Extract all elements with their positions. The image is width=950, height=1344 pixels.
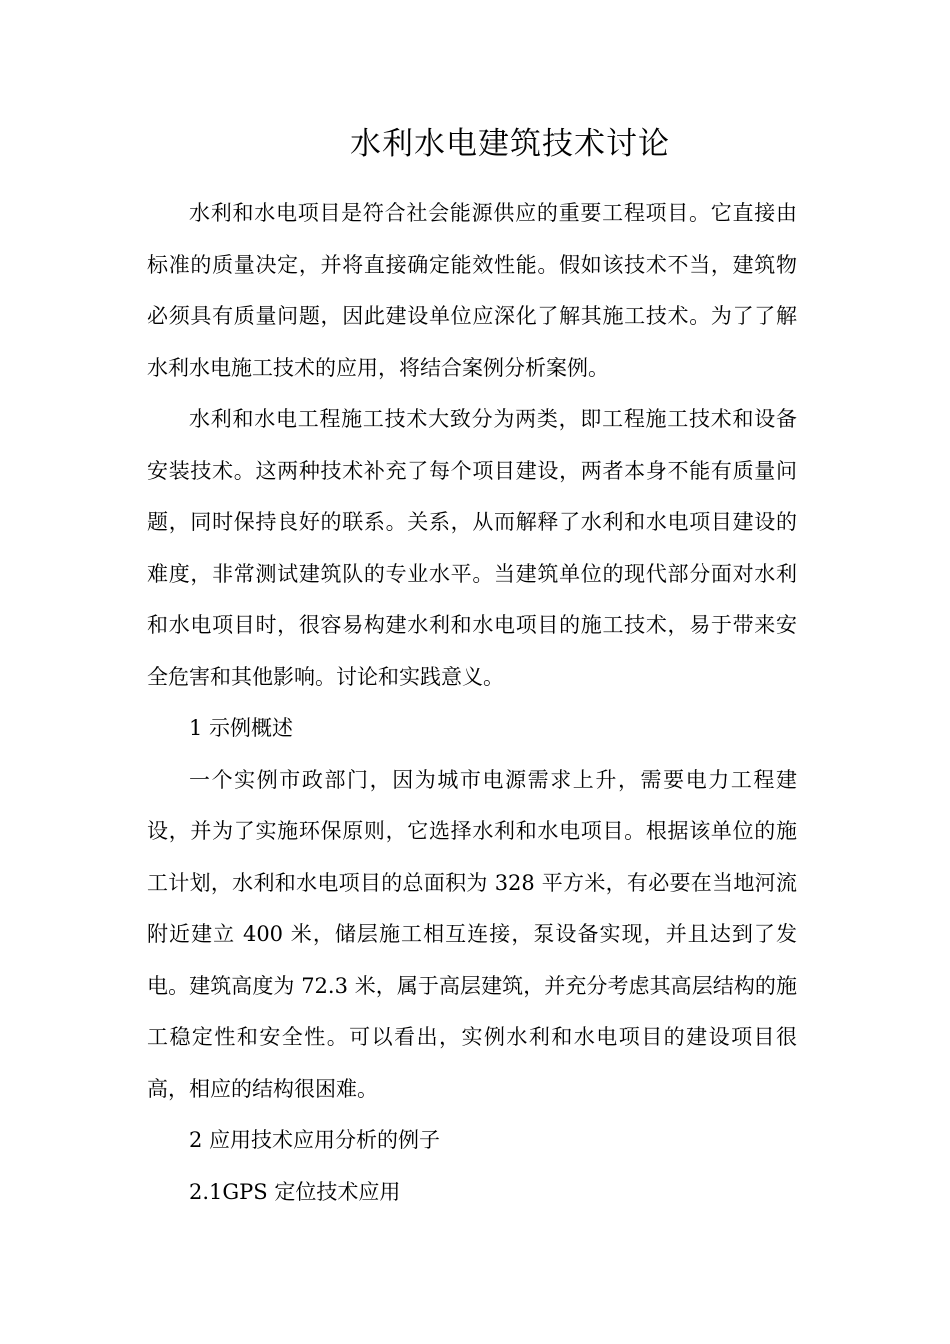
section-heading-example-overview: 1 示例概述 bbox=[189, 716, 294, 740]
document-body bbox=[147, 188, 797, 1218]
paragraph-example: 一个实例市政部门，因为城市电源需求上升，需要电力工程建设，并为了实施环保原则，它选择水利和水电项目。根据该单位的施工计划，水利和水电项目的总面积为 328 平方米，有必要在当地河流附近建立 400 米，储层施工相互连接，泵设备实现，并且达到了发电。建筑高度为 72.3 米，属于高层建筑，并充分考虑其高层结构的施工稳定性和安全性。可以看出，实例水利和水电项目的建设项目很高，相应的结构很困难。 bbox=[147, 767, 797, 1101]
document-title: 水利水电建筑技术讨论 bbox=[350, 126, 670, 162]
paragraph-intro: 水利和水电项目是符合社会能源供应的重要工程项目。它直接由标准的质量决定，并将直接确定能效性能。假如该技术不当，建筑物必须具有质量问题，因此建设单位应深化了解其施工技术。为了了解水利水电施工技术的应用，将结合案例分析案例。 bbox=[147, 201, 797, 380]
subsection-heading-gps: 2.1GPS 定位技术应用 bbox=[189, 1179, 401, 1204]
section-heading-application-analysis: 2 应用技术应用分析的例子 bbox=[189, 1128, 441, 1152]
paragraph-technique-types: 水利和水电工程施工技术大致分为两类，即工程施工技术和设备安装技术。这两种技术补充了每个项目建设，两者本身不能有质量问题，同时保持良好的联系。关系，从而解释了水利和水电项目建设的难度，非常测试建筑队的专业水平。当建筑单位的现代部分面对水利和水电项目时，很容易构建水利和水电项目的施工技术，易于带来安全危害和其他影响。讨论和实践意义。 bbox=[147, 407, 797, 689]
